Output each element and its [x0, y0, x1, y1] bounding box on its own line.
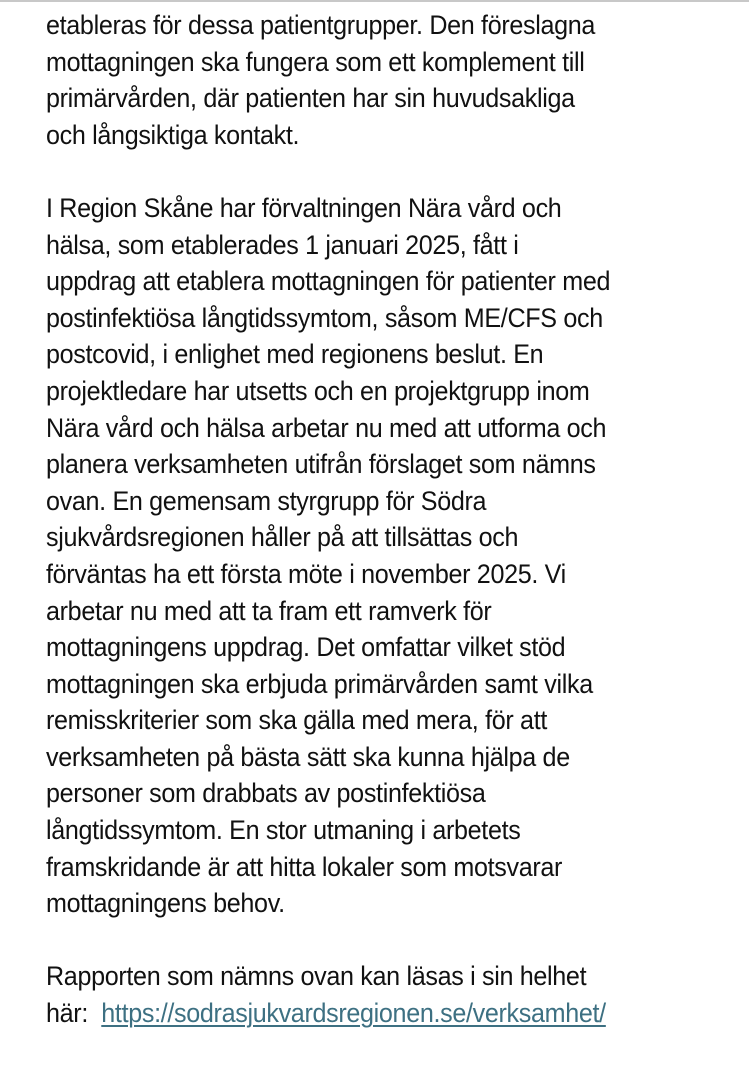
text-line: projektledare har utsetts och en projektgrupp inom	[46, 375, 590, 406]
text-line: ovan. En gemensam styrgrupp för Södra	[46, 485, 487, 516]
text-line: primärvården, där patienten har sin huvudsakliga	[46, 83, 575, 114]
text-line: postinfektiösa långtidssymtom, såsom ME/CFS och	[46, 302, 603, 333]
text-line: Rapporten som nämns ovan kan läsas i sin helhet	[46, 961, 587, 992]
link-line	[46, 995, 706, 1032]
text-line: mottagningen ska erbjuda primärvården samt vilka	[46, 668, 593, 699]
text-line: postcovid, i enlighet med regionens beslut. En	[46, 339, 544, 370]
text-line: sjukvårdsregionen håller på att tillsättas och	[46, 522, 519, 553]
text-line: uppdrag att etablera mottagningen för patienter med	[46, 266, 611, 297]
paragraph-3	[46, 958, 706, 1031]
top-divider	[0, 0, 749, 2]
text-line: förväntas ha ett första möte i november 2025. Vi	[46, 558, 566, 589]
report-link[interactable]: https://sodrasjukvardsregionen.se/verksamhet/	[101, 998, 606, 1029]
text-line: arbetar nu med att ta fram ett ramverk för	[46, 595, 492, 626]
document-body	[46, 7, 706, 1068]
text-line: personer som drabbats av postinfektiösa	[46, 778, 486, 809]
text-line: I Region Skåne har förvaltningen Nära vård och	[46, 192, 562, 223]
text-line: och långsiktiga kontakt.	[46, 119, 300, 150]
text-line: mottagningens behov.	[46, 888, 285, 919]
text-line: remisskriterier som ska gälla med mera, för att	[46, 705, 547, 736]
text-line: planera verksamheten utifrån förslaget som nämns	[46, 449, 596, 480]
text-line: långtidssymtom. En stor utmaning i arbetets	[46, 815, 521, 846]
link-prefix: här:	[46, 998, 88, 1029]
text-line: Nära vård och hälsa arbetar nu med att utforma och	[46, 412, 607, 443]
text-line: mottagningens uppdrag. Det omfattar vilket stöd	[46, 632, 566, 663]
text-line: mottagningen ska fungera som ett komplement till	[46, 46, 585, 77]
text-line: etableras för dessa patientgrupper. Den föreslagna	[46, 10, 596, 40]
text-line: hälsa, som etablerades 1 januari 2025, fått i	[46, 229, 519, 260]
paragraph-1	[46, 7, 706, 153]
text-line: verksamheten på bästa sätt ska kunna hjälpa de	[46, 741, 570, 772]
paragraph-2	[46, 190, 706, 922]
text-line: framskridande är att hitta lokaler som motsvarar	[46, 851, 563, 882]
